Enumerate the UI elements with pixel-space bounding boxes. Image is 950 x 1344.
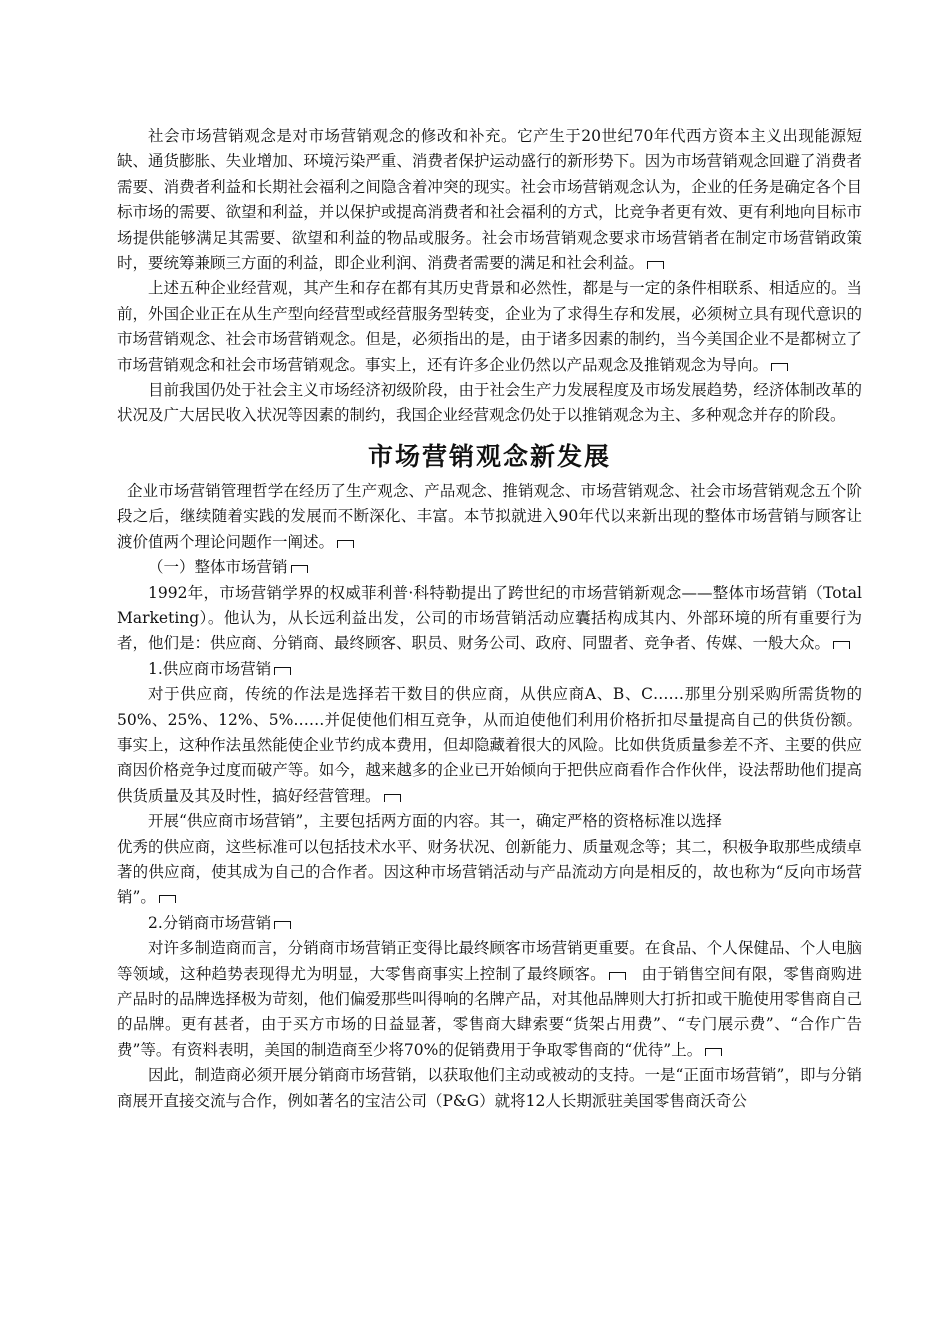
paragraph-supplier-marketing-a <box>117 809 862 834</box>
paragraph-mark-icon <box>647 261 664 269</box>
paragraph-distributor-support <box>117 1063 862 1114</box>
paragraph-distributors <box>117 936 862 1063</box>
paragraph-mark-icon <box>609 972 626 980</box>
heading-text: 2.分销商市场营销 <box>148 913 272 932</box>
paragraph-text: 开展“供应商市场营销”，主要包括两方面的内容。其一，确定严格的资格标准以选择 <box>148 812 722 831</box>
heading-total-marketing <box>117 555 862 580</box>
paragraph-text: 社会市场营销观念是对市场营销观念的修改和补充。它产生于20世纪70年代西方资本主义出现能源短缺、通货膨胀、失业增加、环境污染严重、消费者保护运动盛行的新形势下。因为市场营销观念回避了消费者需要、消费者利益和长期社会福利之间隐含着冲突的现实。社会市场营销观念认为，企业的任务是确定各个目标市场的需要、欲望和利益，并以保护或提高消费者和社会福利的方式，比竞争者更有效、更有利地向目标市场提供能够满足其需要、欲望和利益的物品或服务。社会市场营销观念要求市场营销者在制定市场营销政策时，要统筹兼顾三方面的利益，即企业利润、消费者需要的满足和社会利益。 <box>117 127 862 273</box>
paragraph-intro <box>117 479 862 555</box>
paragraph-text: 由于销售空间有限，零售商购进产品时的品牌选择极为苛刻，他们偏爱那些叫得响的名牌产品，对其他品牌则大打折扣或干脆使用零售商自己的品牌。更有甚者，由于买方市场的日益显著，零售商大肆索要“货架占用费”、“专门展示费”、“合作广告费”等。有资料表明，美国的制造商至少将70%的促销费用于争取零售商的“优待”上。 <box>117 964 862 1059</box>
paragraph-china-status <box>117 378 862 429</box>
paragraph-kotler <box>117 581 862 657</box>
paragraph-text: 1992年，市场营销学界的权威菲利普·科特勒提出了跨世纪的市场营销新观念——整体市场营销（Total Marketing）。他认为，从长远利益出发，公司的市场营销活动应囊括构成其内、外部环境的所有重要行为者，他们是：供应商、分销商、最终顾客、职员、财务公司、政府、同盟者、竞争者、传媒、一般大众。 <box>117 583 862 653</box>
paragraph-mark-icon <box>833 641 850 649</box>
paragraph-five-concepts <box>117 276 862 378</box>
paragraph-supplier-marketing-b <box>117 835 862 911</box>
paragraph-mark-icon <box>337 540 354 548</box>
heading-text: 1.供应商市场营销 <box>148 659 272 678</box>
section-title: 市场营销观念新发展 <box>367 441 611 471</box>
paragraph-text: 企业市场营销管理哲学在经历了生产观念、产品观念、推销观念、市场营销观念、社会市场营销观念五个阶段之后，继续随着实践的发展而不断深化、丰富。本节拟就进入90年代以来新出现的整体市场营销与顾客让渡价值两个理论问题作一阐述。 <box>117 481 862 551</box>
paragraph-text: 目前我国仍处于社会主义市场经济初级阶段，由于社会生产力发展程度及市场发展趋势，经济体制改革的状况及广大居民收入状况等因素的制约，我国企业经营观念仍处于以推销观念为主、多种观念并存的阶段。 <box>117 381 862 425</box>
heading-distributor-marketing <box>117 911 862 936</box>
heading-supplier-marketing <box>117 657 862 682</box>
paragraph-text: 对许多制造商而言，分销商市场营销正变得比最终顾客市场营销更重要。在食品、个人保健品、个人电脑等领域，这种趋势表现得尤为明显，大零售商事实上控制了最终顾客。 <box>117 939 862 983</box>
paragraph-text: 上述五种企业经营观，其产生和存在都有其历史背景和必然性，都是与一定的条件相联系、相适应的。当前，外国企业正在从生产型向经营型或经营服务型转变，企业为了求得生存和发展，必须树立具有现代意识的市场营销观念、社会市场营销观念。但是，必须指出的是，由于诸多因素的制约，当今美国企业不是都树立了市场营销观念和社会市场营销观念。事实上，还有许多企业仍然以产品观念及推销观念为导向。 <box>117 279 862 374</box>
paragraph-social-marketing-concept <box>117 124 862 276</box>
document-page <box>117 124 862 1114</box>
paragraph-suppliers <box>117 682 862 809</box>
paragraph-mark-icon <box>159 895 176 903</box>
paragraph-mark-icon <box>274 667 291 675</box>
heading-text: （一）整体市场营销 <box>148 558 288 577</box>
paragraph-mark-icon <box>274 921 291 929</box>
paragraph-mark-icon <box>291 565 308 573</box>
paragraph-mark-icon <box>705 1048 722 1056</box>
paragraph-text: 对于供应商，传统的作法是选择若干数目的供应商，从供应商A、B、C……那里分别采购所需货物的50%、25%、12%、5%……并促使他们相互竞争，从而迫使他们利用价格折扣尽量提高自己的供货份额。事实上，这种作法虽然能使企业节约成本费用，但却隐藏着很大的风险。比如供货质量参差不齐、主要的供应商因价格竞争过度而破产等。如今，越来越多的企业已开始倾向于把供应商看作合作伙伴，设法帮助他们提高供货质量及其及时性，搞好经营管理。 <box>117 685 862 805</box>
paragraph-mark-icon <box>771 363 788 371</box>
paragraph-text: 优秀的供应商，这些标准可以包括技术水平、财务状况、创新能力、质量观念等；其二，积极争取那些成绩卓著的供应商，使其成为自己的合作者。因这种市场营销活动与产品流动方向是相反的，故也称为“反向市场营销”。 <box>117 837 862 907</box>
paragraph-text: 因此，制造商必须开展分销商市场营销，以获取他们主动或被动的支持。一是“正面市场营销”，即与分销商展开直接交流与合作，例如著名的宝洁公司（P&G）就将12人长期派驻美国零售商沃奇公 <box>117 1066 862 1110</box>
paragraph-mark-icon <box>384 794 401 802</box>
